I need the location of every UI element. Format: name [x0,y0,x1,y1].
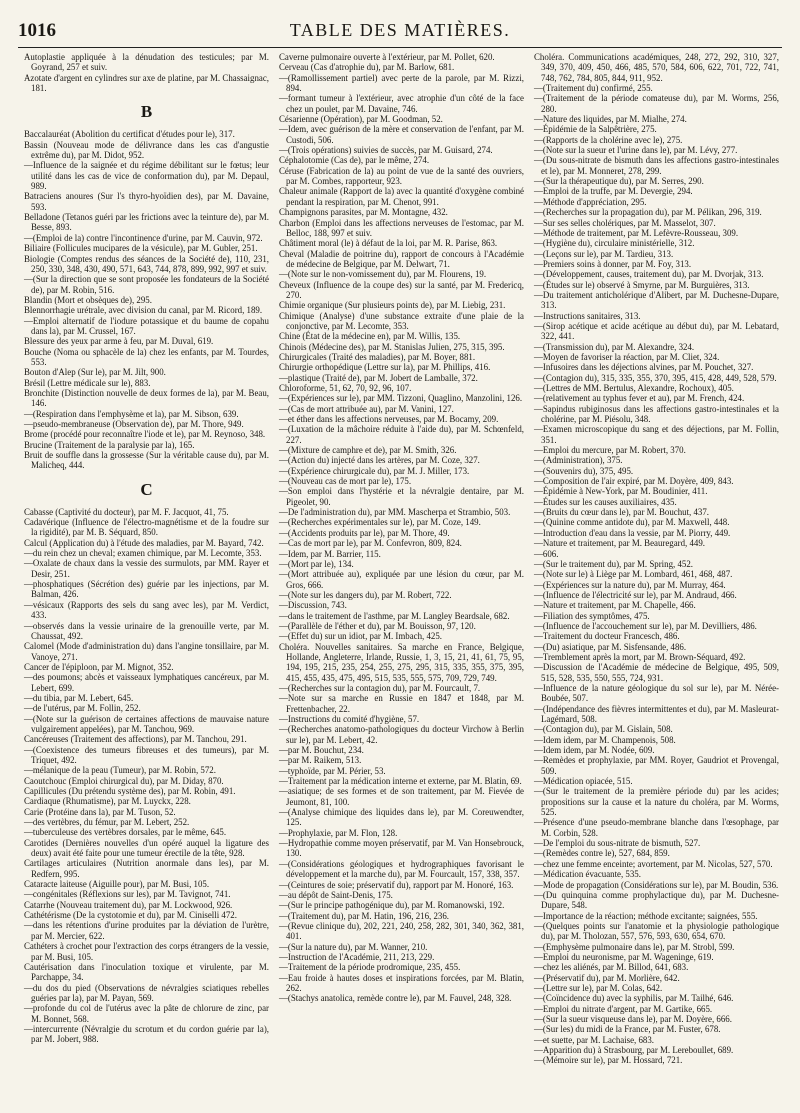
index-entry: —(Sur les) du midi de la France, par M. Fuster, 678. [534,1024,721,1035]
index-entry: —(Coïncidence du) avec la syphilis, par M. Tailhé, 646. [534,993,734,1004]
index-entry: —(Trois opérations) suivies de succès, par M. Guisard, 274. [279,145,493,156]
index-entry: —Note sur sa marche en Russie en 1847 et 1848, par M. Frettenbacher, 22. [279,693,524,714]
index-entry: Baccalauréat (Abolition du certificat d'études pour le), 317. [24,129,235,140]
index-entry: Céruse (Fabrication de la) au point de vue de la santé des ouvriers, par M. Combes, rapporteur, 923. [279,165,524,187]
index-entry: Cerveau (Cas d'atrophie du), par M. Barlow, 681. [279,62,455,73]
index-entry: —Méthode de traitement, par M. Lefèvre-Rousseau, 309. [534,227,739,238]
index-entry: —intercurrente (Névralgie du scrotum et du cordon guérie par la), par M. Jobert, 988. [24,1023,269,1045]
index-entry: —(Développement, causes, traitement du), par M. Dvorjak, 313. [534,269,764,280]
index-entry: —(Leçons sur le), par M. Tardieu, 313. [534,248,674,259]
index-entry: Capillicules (Du prétendu système des), par M. Robin, 491. [24,786,236,796]
index-entry: —Son emploi dans l'hystérie et la névralgie dentaire, par M. Pigeolet, 90. [279,486,524,507]
index-entry: Cartilages articulaires (Nutrition anormale dans les), par M. Redfern, 995. [24,858,269,879]
index-entry: —mélanique de la peau (Tumeur), par M. Robin, 572. [24,765,216,776]
index-entry: —(Remèdes contre le), 527, 684, 859. [534,848,670,859]
index-entry: —(Traitement de la période comateuse du), par M. Worms, 256, 280. [534,93,779,114]
index-entry: —(Bruits du cœur dans le), par M. Bouchut, 437. [534,507,710,518]
index-entry: Chirurgie orthopédique (Lettre sur la), par M. Phillips, 416. [279,362,491,373]
index-entry: —Instructions du comité d'hygiène, 57. [279,714,420,724]
index-entry: —Instructions sanitaires, 313. [534,310,641,321]
index-entry: —Emploi du neuronisme, par M. Wageninge, 619. [534,951,714,962]
index-entry: —(Études sur le) observé à Smyrne, par M. Burguières, 313. [534,279,750,290]
index-entry: —(Coexistence des tumeurs fibreuses et des tumeurs), par M. Triquet, 492. [24,744,269,765]
index-entry: —Instruction de l'Académie, 211, 213, 229. [279,951,435,962]
index-entry: Choléra. Communications académiques, 248, 272, 292, 310, 327, 349, 370, 409, 450, 466, 485, 570, 584, 606, 622, 701, 722, 741, 748, 762, 784, 805, 844, 911, 952. [534,52,779,83]
index-entry: —Influence de la saignée et du régime débilitant sur le fœtus; leur utilité dans les cas de vice de conformation du), par M. Depaul, 989. [24,160,269,192]
section-letter: C [140,479,153,499]
index-entry: —du tibia, par M. Lebert, 645. [24,692,134,703]
index-column-left [24,52,269,1045]
index-entry: —Moyen de favoriser la réaction, par M. Cliet, 324. [534,351,720,362]
header-rule [18,47,782,48]
index-entry: —Tremblement après la mort, par M. Brown-Séquard, 492. [534,651,746,662]
index-entry: Châtiment moral (le) à défaut de la loi, par M. R. Parise, 863. [279,238,498,249]
index-entry: —(Recherches sur la contagion du), par M. Fourcault, 7. [279,682,481,693]
index-entry: —(Sur le traitement de la première période du) par les acides; propositions sur la cause et la nature du choléra, par M. Worms, 525. [534,786,779,818]
index-entry: —(Mémoire sur le), par M. Hossard, 721. [534,1055,683,1066]
index-entry: Calcul (Application du) à l'étude des maladies, par M. Bayard, 742. [24,537,264,548]
index-entry: —Nature et traitement, par M. Chapelle, 466. [534,600,696,611]
index-entry: —Du traitement anticholérique d'Alibert, par M. Duchesne-Dupare, 313. [534,289,779,311]
index-entry: —(Lettre sur le), par M. Colas, 642. [534,982,663,993]
index-entry: —Études sur les causes auxiliaires, 435. [534,496,677,507]
index-entry: Charbon (Emploi dans les affections nerveuses de l'estomac, par M. Belloc, 188, 997 et suiv. [279,217,524,238]
index-entry: —De l'administration du), par MM. Mascherpa et Strambio, 503. [279,507,511,518]
index-entry: —(Quelques points sur l'anatomie et la physiologie pathologique du), par M. Tholozan, 557, 576, 593, 630, 654, 670. [534,920,779,942]
index-entry: Bouche (Noma ou sphacèle de la) chez les enfants, par M. Tourdes, 553. [24,346,269,367]
index-entry: —Cas de mort par le), par M. Confevron, 809, 824. [279,538,462,549]
index-entry: —Nature des liquides, par M. Mialhe, 274. [534,114,687,125]
index-entry: —(Expériences sur le), par MM. Tizzoni, Quaglino, Manzolini, 126. [279,393,523,404]
index-entry: —(Recherches sur la propagation du), par M. Pélikan, 296, 319. [534,207,762,218]
index-entry: Blandin (Mort et obsèques de), 295. [24,294,152,305]
index-entry: —(Du) asiatique, par M. Sisfensande, 486. [534,641,687,652]
index-entry: —(Analyse chimique des liquides dans le), par M. Coreuwendter, 125. [279,807,524,828]
index-entry: —Idem, avec guérison de la mère et conservation de l'enfant, par M. Custodi, 506. [279,124,524,145]
index-entry: —(Luxation de la mâchoire réduite à l'aide du), par M. Schœnfeld, 227. [279,424,524,445]
index-entry: —de l'utérus, par M. Follin, 252. [24,703,141,714]
index-entry: —Médication évacuante, 535. [534,869,641,880]
index-entry: —(Contagion du), 315, 335, 355, 370, 395, 415, 428, 449, 528, 579. [534,372,777,383]
index-entry: —Emploi du mercure, par M. Robert, 370. [534,445,686,456]
index-entry: —Mode de propagation (Considérations sur le), par M. Boudin, 536. [534,879,779,890]
index-entry: Blennorrhagie urétrale, avec division du canal, par M. Ricord, 189. [24,305,263,316]
index-entry: Céphalotomie (Cas de), par le même, 274. [279,155,430,166]
index-entry: Champignons parasites, par M. Montagne, 432. [279,207,448,218]
index-entry: Biliaire (Follicules mucipares de la vésicule), par M. Gubler, 251. [24,243,258,254]
index-entry: —(Emphysème pulmonaire dans le), par M. Strobl, 599. [534,941,735,952]
index-entry: Chirurgicales (Traité des maladies), par M. Boyer, 881. [279,351,476,362]
index-entry: —(Recherches anatomo-pathologiques du docteur Virchow à Berlin sur le), par M. Lebert, 42. [279,724,524,745]
index-entry: —congénitales (Réflexions sur les), par M. Tavignot, 741. [24,889,231,900]
index-entry: —(Sur le traitement du), par M. Spring, 452. [534,558,693,569]
index-entry: —Emploi du nitrate d'argent, par M. Gartike, 665. [534,1003,713,1014]
index-entry: Bronchite (Distinction nouvelle de deux formes de la), par M. Beau, 146. [24,387,269,409]
index-entry: —typhoïde, par M. Périer, 53. [279,765,386,776]
section-letter: B [140,102,153,122]
index-entry: —(Note sur la guérison de certaines affections de mauvaise nature vulgairement appelées), par M. Tanchou, 969. [24,713,269,734]
index-entry: —plastique (Traité de), par M. Jobert de Lamballe, 372. [279,372,478,383]
index-entry: —(Ceintures de soie; préservatif du), rapport par M. Honoré, 163. [279,879,514,890]
index-entry: —(Note sur la sueur et l'urine dans le), par M. Lévy, 277. [534,145,738,156]
index-entry: —(Note sur les dangers du), par M. Robert, 722. [279,589,452,600]
index-entry: —Nature et traitement, par M. Beauregard, 449. [534,538,706,549]
index-entry: —(Transmission du), par M. Alexandre, 324. [534,341,695,352]
index-entry: —(Note sur le) à Liège par M. Lombard, 461, 468, 487. [534,569,733,580]
index-entry: —(Stachys anatolica, remède contre le), par M. Fauvel, 248, 328. [279,993,512,1004]
index-entry: —Eau froide à hautes doses et inspirations forcées, par M. Blatin, 262. [279,972,524,993]
index-entry: Chloroforme, 51, 62, 70, 92, 96, 107. [279,383,412,393]
index-entry: —606. [534,548,559,559]
index-entry: —profonde du col de l'utérus avec la pâte de chlorure de zinc, par M. Bonnet, 568. [24,1003,269,1024]
index-entry: —(Sur le principe pathogénique du), par M. Romanowski, 192. [279,900,505,911]
index-entry: —Idem, par M. Barrier, 115. [279,548,381,559]
index-entry: Cheval (Maladie de poitrine du), rapport de concours à l'Académie de médecine de Belgique, par M. Delwart, 71. [279,248,524,269]
index-entry: —formant tumeur à l'extérieur, avec atrophie d'un côté de la face chez un poulet, par M. Davaine, 746. [279,93,524,114]
index-column-middle [279,52,524,1004]
index-entry: Brésil (Lettre médicale sur le), 883. [24,377,151,388]
index-entry: Autoplastie appliquée à la dénudation des testicules; par M. Goyrand, 257 et suiv. [24,52,269,73]
index-entry: —(Expériences sur la nature du), par M. Murray, 464. [534,579,726,590]
index-entry: —Épidémie de la Salpêtrière, 275. [534,124,657,135]
index-entry: Carotides (Dernières nouvelles d'un opéré auquel la ligature des deux) avait été faite pour une tumeur érectile de la tête, 928. [24,837,269,859]
index-entry: —Prophylaxie, par M. Flon, 128. [279,827,398,838]
index-entry: —Épidémie à New-York, par M. Boudinier, 411. [534,486,708,497]
running-title: TABLE DES MATIÈRES. [289,20,511,40]
index-entry: —chez une femme enceinte; avortement, par M. Nicolas, 527, 570. [534,858,773,869]
index-entry: —Premiers soins à donner, par M. Foy, 313. [534,258,692,269]
index-entry: —et suette, par M. Lachaise, 683. [534,1034,655,1045]
index-entry: —(Hygiène du), circulaire ministérielle, 312. [534,238,695,249]
index-entry: —(Note sur le non-vomissement du), par M. Flourens, 19. [279,269,487,280]
index-entry: —(Sur la thérapeutique du), par M. Serres, 290. [534,176,704,187]
index-entry: —et éther dans les affections nerveuses, par M. Bocamy, 209. [279,414,499,425]
index-entry: —(Contagion du), par M. Gislain, 508. [534,724,673,735]
index-entry: —(Lettres de MM. Bertulus, Alexandre, Rochoux), 405. [534,383,734,393]
index-entry: —(Considérations géologiques et hydrographiques favorisant le développement et la marche du), par M. Fourcault, 157, 338, 357. [279,858,524,880]
index-entry: —(relativement au typhus fever et au), par M. French, 424. [534,393,745,404]
index-entry: —phosphatiques (Sécrétion des) guérie par les injections, par M. Balman, 426. [24,579,269,600]
index-entry: —(Influence de l'accouchement sur le), par M. Devilliers, 486. [534,620,757,631]
index-entry: —(Souvenirs du), 375, 495. [534,465,634,476]
index-entry: —Sur ses selles cholériques, par M. Masselot, 307. [534,217,716,228]
index-entry: —Traitement du docteur Francesch, 486. [534,631,680,642]
index-entry: —Examen microscopique du sang et des déjections, par M. Follin, 351. [534,424,779,445]
index-entry: —(Recherches expérimentales sur le), par M. Coze, 149. [279,517,481,528]
index-entry: —Discussion, 743. [279,600,347,611]
index-entry: Carie (Protéine dans la), par M. Tuson, 52. [24,806,176,817]
index-entry: —Oxalate de chaux dans la vessie des surmulots, par MM. Rayer et Desir, 251. [24,558,269,579]
index-entry: —(Expérience chirurgicale du), par M. J. Miller, 173. [279,465,470,476]
index-entry: —Discussion de l'Académie de médecine de Belgique, 495, 509, 515, 528, 535, 550, 555, 724, 931. [534,662,779,683]
index-entry: —Médication opiacée, 515. [534,776,633,787]
index-entry: —(Effet du) sur un idiot, par M. Imbach, 425. [279,631,443,642]
index-entry: Chine (État de la médecine en), par M. Willis, 135. [279,331,461,342]
index-entry: —(Nouveau cas de mort par le), 175. [279,476,412,487]
index-entry: —(Préservatif du), par M. Morlière, 642. [534,972,680,983]
index-entry: Azotate d'argent en cylindres sur axe de platine, par M. Chassaignac, 181. [24,72,269,94]
index-entry: Cancéreuses (Traitement des affections), par M. Tanchou, 291. [24,734,247,745]
index-entry: —dans les rétentions d'urine produites par la déviation de l'urètre, par M. Mercier, 622. [24,920,269,941]
index-entry: —(Rapports de la cholérine avec le), 275. [534,134,683,145]
index-entry: —(Du quinquina comme prophylactique du), par M. Duchesne-Dupare, 548. [534,889,779,911]
index-column-right [534,52,779,1066]
index-entry: —(Mort par le), 134. [279,558,354,569]
index-entry: —Composition de l'air expiré, par M. Doyère, 409, 843. [534,476,734,487]
index-entry: Brome (procédé pour reconnaître l'iode et le), par M. Reynoso, 348. [24,429,266,440]
index-entry: —Apparition du) à Strasbourg, par M. Lereboullet, 689. [534,1045,734,1055]
index-entry: Belladone (Tetanos guéri par les frictions avec la teinture de), par M. Besse, 893. [24,212,269,233]
index-entry: Cautérisation dans l'inoculation toxique et virulente, par M. Parchappe, 34. [24,961,269,983]
page-header [18,20,782,44]
index-entry: —par M. Bouchut, 234. [279,745,364,756]
index-entry: —(Indépendance des fièvres intermittentes et du), par M. Masleurat-Lagémard, 508. [534,703,779,724]
index-entry: —Introduction d'eau dans la vessie, par M. Piorry, 449. [534,527,731,538]
index-entry: Biologie (Comptes rendus des séances de la Société de), 110, 231, 250, 330, 348, 430, 490, 571, 643, 744, 878, 899, 992, 997 et suiv. [24,253,269,274]
index-entry: Chimie organique (Sur plusieurs points de), par M. Liebig, 231. [279,300,506,311]
index-entry: —dans le traitement de l'asthme, par M. Langley Beardsale, 682. [279,610,510,621]
index-entry: Batraciens anoures (Sur l's thyro-hyoïdien des), par M. Davaine, 593. [24,191,269,212]
index-entry: —asiatique; de ses formes et de son traitement, par M. Fievée de Jeumont, 81, 100. [279,786,524,807]
index-entry: —Traitement de la période prodromique, 235, 455. [279,962,461,973]
index-entry: —vésicaux (Rapports des sels du sang avec les), par M. Verdict, 433. [24,599,269,621]
index-entry: —(Mort attribuée au), expliquée par une lésion du cœur, par M. Gros, 666. [279,569,524,590]
index-entry: —(Mixture de camphre et de), par M. Smith, 326. [279,445,457,456]
index-entry: Bouton d'Alep (Sur le), par M. Jilt, 900. [24,367,166,378]
index-entry: —Infusoires dans les déjections alvines, par M. Pouchet, 327. [534,362,754,373]
index-entry: —des vertèbres, du fémur, par M. Lebert, 252. [24,817,190,828]
index-entry: —De l'emploi du sous-nitrate de bismuth, 527. [534,838,701,849]
index-entry: —Filiation des symptômes, 475. [534,610,650,621]
index-entry: —(Ramollissement partiel) avec perte de la parole, par M. Rizzi, 894. [279,72,524,94]
index-entry: —Influence de la nature géologique du sol sur le), par M. Nérée-Boubée, 507. [534,682,779,704]
index-entry: Cabasse (Captivité du docteur), par M. F. Jacquot, 41, 75. [24,506,229,517]
index-entry: Chimique (Analyse) d'une substance extraite d'une plaie de la conjonctive, par M. Lecomte, 353. [279,310,524,331]
index-entry: Caoutchouc (Emploi chirurgical du), par M. Diday, 870. [24,775,224,786]
index-entry: —(Sur la nature du), par M. Wanner, 210. [279,941,428,952]
index-entry: —Importance de la réaction; méthode excitante; saignées, 555. [534,910,758,921]
index-entry: Brucine (Traitement de la paralysie par la), 165. [24,439,195,450]
index-entry: —(Quinine comme antidote du), par M. Maxwell, 448. [534,517,730,528]
index-entry: Cathétérisme (De la cystotomie et du), par M. Ciniselli 472. [24,910,237,921]
index-entry: —(Du sous-nitrate de bismuth dans les affections gastro-intestinales et le), par M. Monneret, 278, 299. [534,155,779,176]
index-entry: —(Emploi de la) contre l'incontinence d'urine, par M. Cauvin, 972. [24,232,263,243]
index-entry: Chinois (Médecine des), par M. Stanislas Julien, 275, 315, 395. [279,341,505,352]
index-entry: —(Administration), 375. [534,455,623,466]
index-entry: —(Accidents produits par le), par M. Thore, 49. [279,527,450,538]
index-entry: Blessure des yeux par arme à feu, par M. Duval, 619. [24,336,214,347]
index-entry: —Hydropathie comme moyen préservatif, par M. Van Honsebrouck, 130. [279,838,524,859]
index-entry: Cathéters à crochet pour l'extraction des corps étrangers de la vessie, par M. Busi, 105. [24,941,269,962]
index-entry: Cardiaque (Rhumatisme), par M. Luyckx, 228. [24,796,191,807]
index-entry: —(Sur la sueur visqueuse dans le), par M. Doyère, 666. [534,1013,732,1024]
index-entry: Caverne pulmonaire ouverte à l'extérieur, par M. Pollet, 620. [279,52,495,62]
index-entry: —Sapindus rubiginosus dans les affections gastro-intestinales et la cholérine, par M. Piésolu, 348. [534,403,779,425]
index-entry: —Remèdes et prophylaxie, par MM. Royer, Gaudriot et Provengal, 509. [534,755,779,776]
index-entry: —par M. Raikem, 513. [279,755,362,766]
index-entry: —au dépôt de Saint-Denis, 175. [279,889,393,900]
index-entry: —du dos du pied (Observations de névralgies sciatiques rebelles guéries par la), par M. Payan, 569. [24,982,269,1003]
index-entry: —(Sur la direction que se sont proposée les fondateurs de la Société de), par M. Robin, 516. [24,274,269,295]
index-entry: —du rein chez un cheval; examen chimique, par M. Lecomte, 353. [24,548,262,559]
index-entry: —(Sirop acétique et acide acétique au début du), par M. Lebatard, 322, 441. [534,320,779,342]
page-number: 1016 [18,20,56,41]
index-entry: —(Revue clinique du), 202, 221, 240, 258, 282, 301, 340, 362, 381, 401. [279,920,524,942]
index-entry: —observés dans la vessie urinaire de la grenouille verte, par M. Chaussat, 492. [24,620,269,641]
index-entry: —(Respiration dans l'emphysème et la), par M. Sibson, 639. [24,408,239,419]
index-entry: —(Cas de mort attribuée au), par M. Vanini, 127. [279,403,454,414]
index-entry: Cadavérique (Influence de l'électro-magnétisme et de la foudre sur la rigidité), par M. B. Séquard, 850. [24,517,269,538]
index-entry: —(Parallèle de l'éther et du), par M. Bouisson, 97, 120. [279,620,476,631]
index-entry: —Méthode d'appréciation, 295. [534,196,647,207]
index-entry: —Traitement par la médication interne et externe, par M. Blatin, 69. [279,776,522,787]
index-entry: —Idem idem, par M. Nodée, 609. [534,745,655,756]
index-entry: Cataracte laiteuse (Aiguille pour), par M. Busi, 105. [24,879,210,890]
index-entry: —chez les aliénés, par M. Billod, 641, 683. [534,962,689,973]
index-entry: Catarrhe (Nouveau traitement du), par M. Lockwood, 926. [24,899,233,910]
index-entry: Calomel (Mode d'administration du) dans l'angine tonsillaire, par M. Vanoye, 271. [24,641,269,662]
index-entry: —Emploi de la truffe, par M. Devergie, 294. [534,186,693,197]
index-entry: —des poumons; abcès et vaisseaux lymphatiques cancéreux, par M. Lebert, 699. [24,672,269,693]
index-entry: Cheveux (Influence de la coupe des) sur la santé, par M. Fredericq, 270. [279,279,524,300]
index-entry: —pseudo-membraneuse (Observation de), par M. Thore, 949. [24,419,244,429]
index-entry: Bruit de souffle dans la grossesse (Sur la véritable cause du), par M. Malicheq, 444. [24,450,269,471]
index-entry: Césarienne (Opération), par M. Goodman, 52. [279,114,443,125]
index-entry: Choléra. Nouvelles sanitaires. Sa marche en France, Belgique, Hollande, Angleterre, Irlande, Russie, 1, 3, 15, 21, 41, 61, 75, 95, 194, 195, 215, 235, 254, 255, 275, 295, 315, 335, 355, 375, 395, 415, 455, 435, 475, 495, 515, 535, 555, 575, 709, 729, 749. [279,641,524,683]
index-entry: —(Influence de l'électricité sur le), par M. Andraud, 466. [534,589,737,600]
index-entry: —Emploi alternatif de l'iodure potassique et du baume de copahu dans la), par M. Crussel, 167. [24,315,269,336]
index-entry: Cancer de l'épiploon, par M. Mignot, 352. [24,661,174,672]
index-entry: —(Traitement du) confirmé, 255. [534,83,653,94]
index-entry: —Présence d'une pseudo-membrane blanche dans l'œsophage, par M. Corbin, 528. [534,817,779,838]
index-entry: —tuberculeuse des vertèbres dorsales, par le même, 645. [24,827,227,838]
index-entry: —(Traitement du), par M. Hatin, 196, 216, 236. [279,910,450,921]
index-entry: Chaleur animale (Rapport de la) avec la quantité d'oxygène combiné pendant la respiration, par M. Chenot, 991. [279,186,524,207]
index-entry: —Idem idem, par M. Champenois, 508. [534,734,676,745]
index-entry: Bassin (Nouveau mode de délivrance dans les cas d'angustie extrême du), par M. Didot, 952. [24,139,269,161]
index-entry: —(Action du) injecté dans les artères, par M. Coze, 327. [279,455,480,466]
